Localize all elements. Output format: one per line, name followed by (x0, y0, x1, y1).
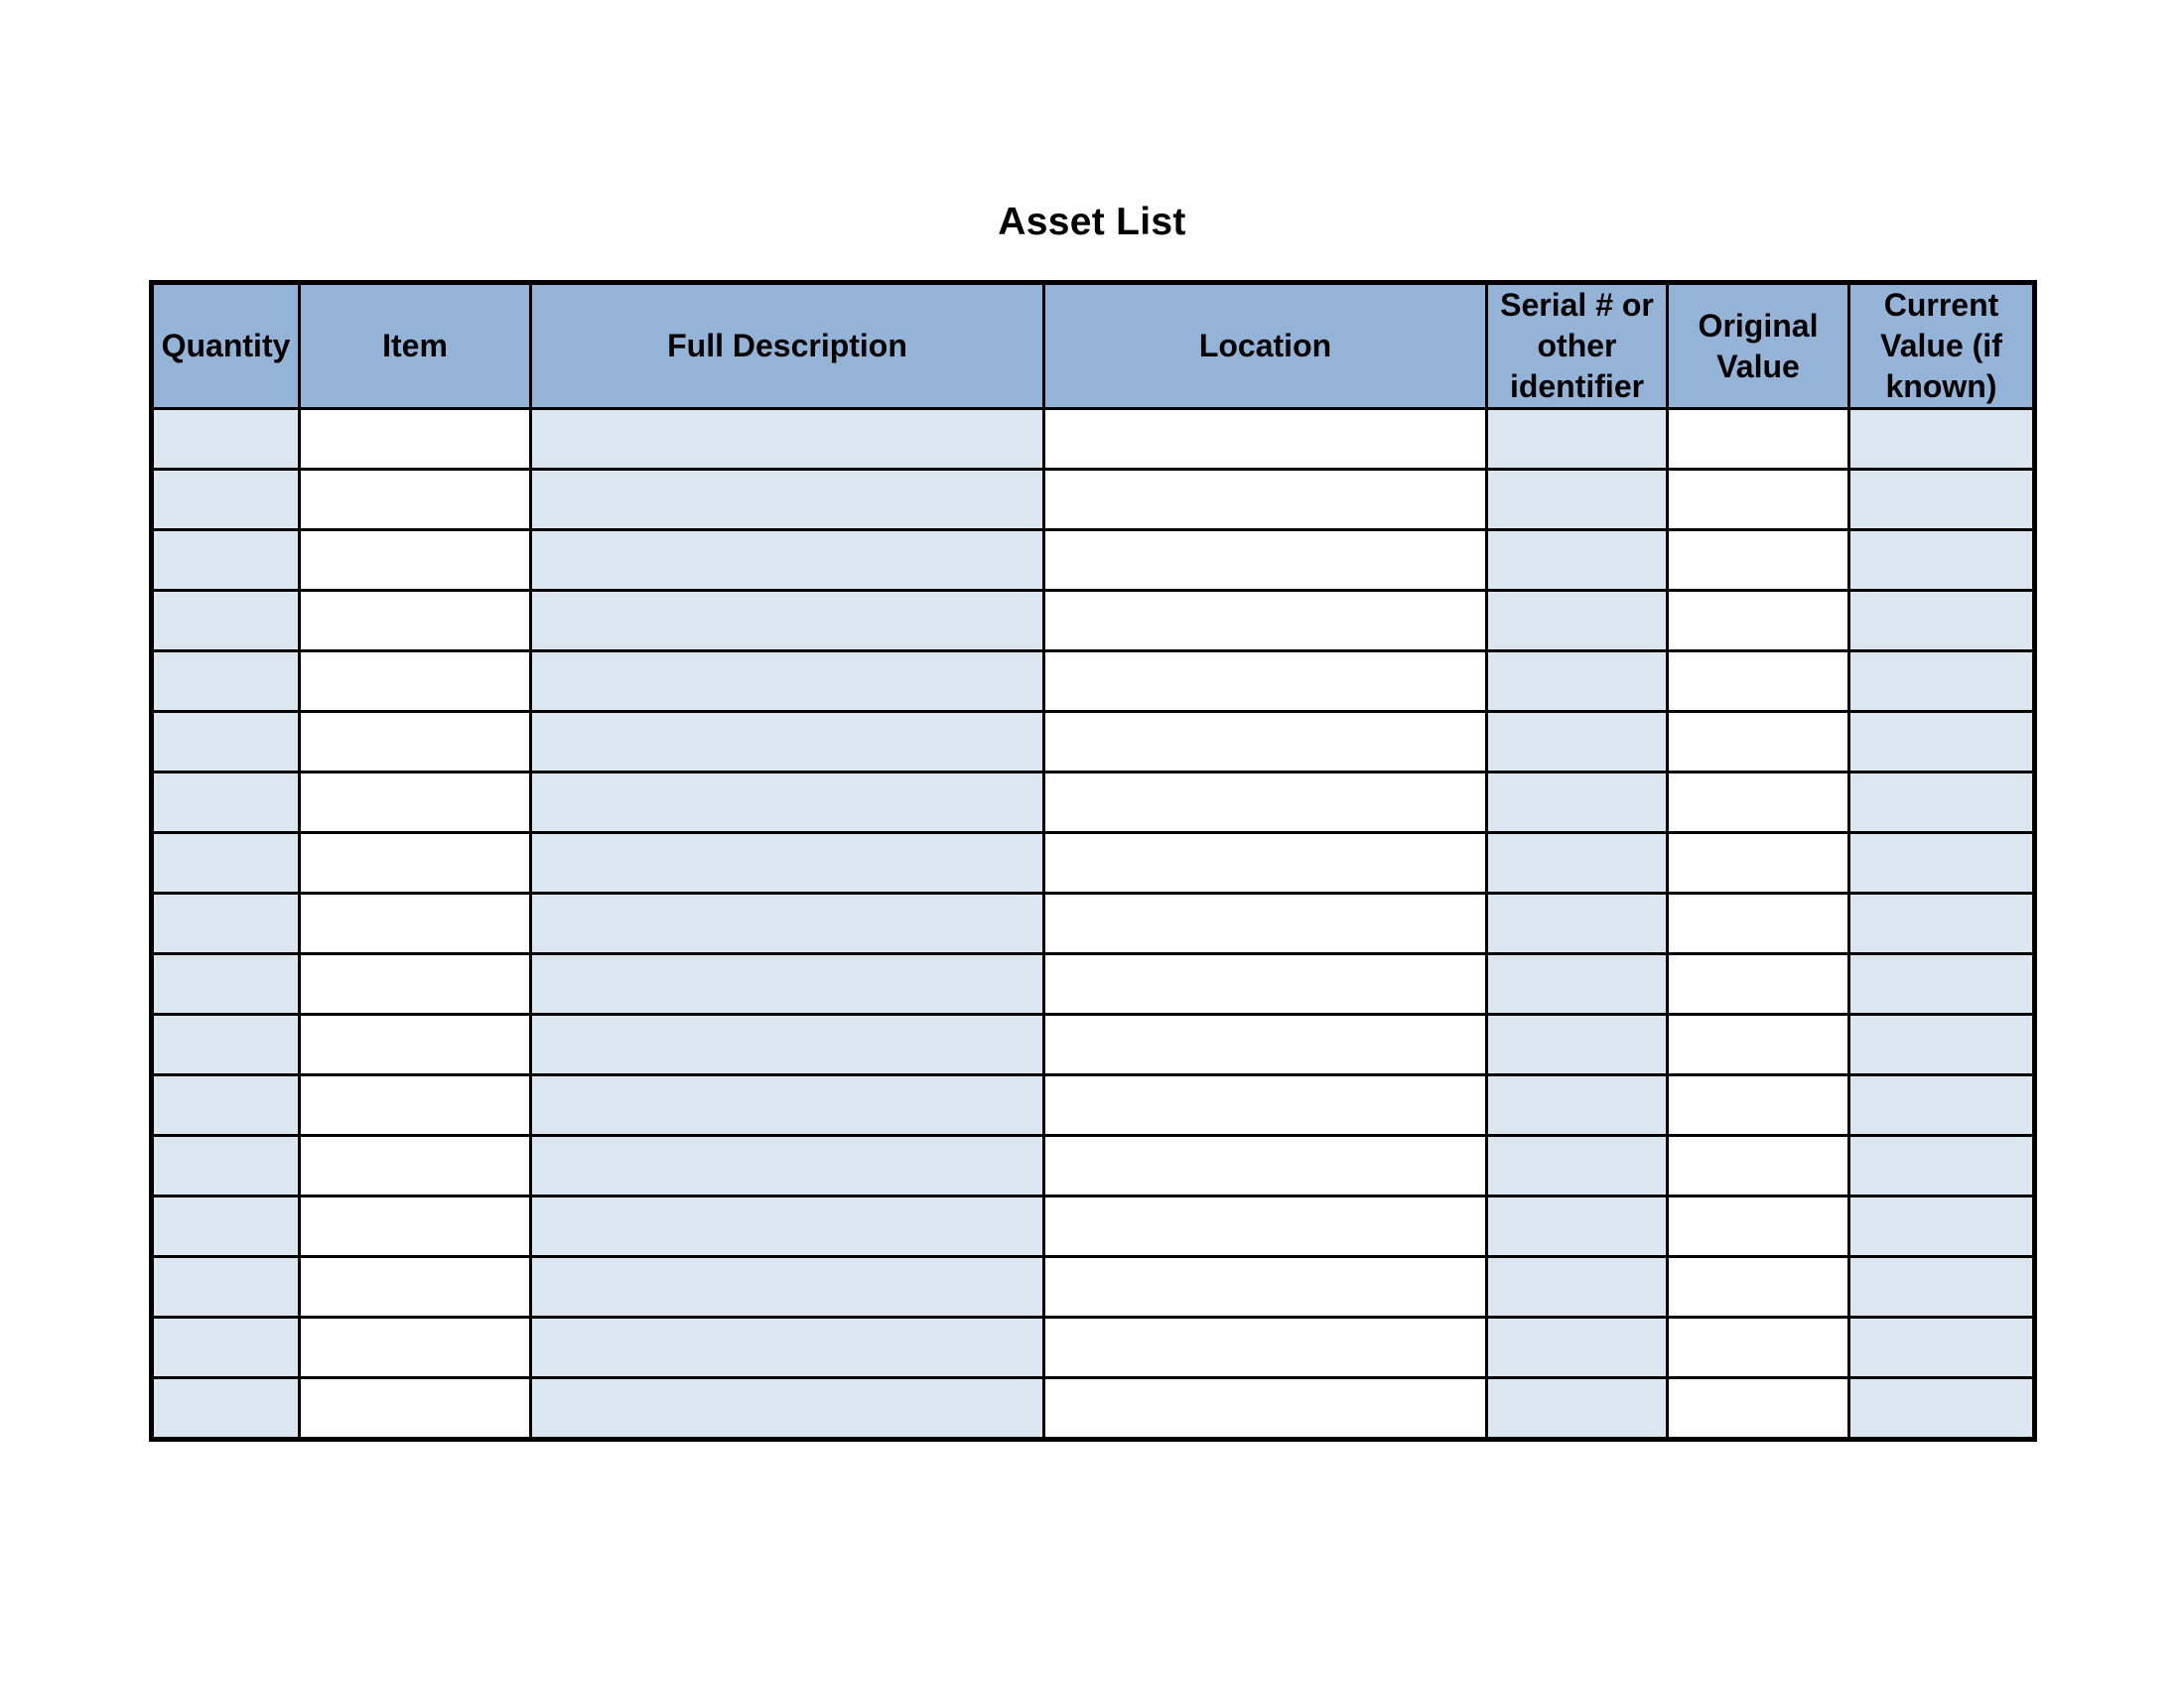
table-row (152, 1257, 2035, 1318)
cell-serial[interactable] (1487, 773, 1668, 833)
cell-original-value[interactable] (1668, 409, 1849, 470)
cell-serial[interactable] (1487, 1196, 1668, 1257)
cell-original-value[interactable] (1668, 833, 1849, 894)
cell-original-value[interactable] (1668, 1318, 1849, 1378)
table-row (152, 530, 2035, 591)
cell-quantity[interactable] (152, 1015, 300, 1075)
cell-location[interactable] (1044, 1257, 1487, 1318)
cell-serial[interactable] (1487, 712, 1668, 773)
cell-current-value[interactable] (1849, 651, 2035, 712)
cell-serial[interactable] (1487, 1015, 1668, 1075)
cell-serial[interactable] (1487, 894, 1668, 954)
cell-location[interactable] (1044, 530, 1487, 591)
cell-full-description[interactable] (531, 1075, 1044, 1136)
cell-item[interactable] (300, 1318, 531, 1378)
cell-item[interactable] (300, 1257, 531, 1318)
table-row (152, 712, 2035, 773)
cell-original-value[interactable] (1668, 894, 1849, 954)
cell-original-value[interactable] (1668, 530, 1849, 591)
cell-item[interactable] (300, 1196, 531, 1257)
cell-full-description[interactable] (531, 1257, 1044, 1318)
cell-quantity[interactable] (152, 1318, 300, 1378)
cell-original-value[interactable] (1668, 1075, 1849, 1136)
cell-full-description[interactable] (531, 773, 1044, 833)
cell-current-value[interactable] (1849, 833, 2035, 894)
cell-location[interactable] (1044, 1075, 1487, 1136)
table-row (152, 651, 2035, 712)
cell-quantity[interactable] (152, 1378, 300, 1440)
cell-serial[interactable] (1487, 1075, 1668, 1136)
cell-location[interactable] (1044, 1136, 1487, 1196)
cell-current-value[interactable] (1849, 712, 2035, 773)
cell-full-description[interactable] (531, 1015, 1044, 1075)
cell-current-value[interactable] (1849, 1075, 2035, 1136)
cell-item[interactable] (300, 651, 531, 712)
cell-current-value[interactable] (1849, 1136, 2035, 1196)
table-row (152, 1196, 2035, 1257)
table-row (152, 1378, 2035, 1440)
cell-quantity[interactable] (152, 1136, 300, 1196)
cell-location[interactable] (1044, 954, 1487, 1015)
cell-current-value[interactable] (1849, 1318, 2035, 1378)
cell-full-description[interactable] (531, 833, 1044, 894)
table-body (152, 409, 2035, 1440)
cell-full-description[interactable] (531, 894, 1044, 954)
cell-original-value[interactable] (1668, 591, 1849, 651)
cell-item[interactable] (300, 712, 531, 773)
cell-full-description[interactable] (531, 470, 1044, 530)
cell-current-value[interactable] (1849, 773, 2035, 833)
cell-full-description[interactable] (531, 1378, 1044, 1440)
cell-location[interactable] (1044, 1378, 1487, 1440)
cell-serial[interactable] (1487, 470, 1668, 530)
cell-quantity[interactable] (152, 1075, 300, 1136)
cell-full-description[interactable] (531, 651, 1044, 712)
column-header-quantity: Quantity (152, 283, 300, 409)
cell-original-value[interactable] (1668, 954, 1849, 1015)
cell-full-description[interactable] (531, 591, 1044, 651)
cell-item[interactable] (300, 1378, 531, 1440)
column-header-original-value: Original Value (1668, 283, 1849, 409)
cell-location[interactable] (1044, 1318, 1487, 1378)
cell-location[interactable] (1044, 409, 1487, 470)
table-row (152, 1015, 2035, 1075)
cell-item[interactable] (300, 1015, 531, 1075)
cell-serial[interactable] (1487, 591, 1668, 651)
cell-full-description[interactable] (531, 409, 1044, 470)
cell-quantity[interactable] (152, 712, 300, 773)
table-row (152, 409, 2035, 470)
cell-serial[interactable] (1487, 1378, 1668, 1440)
cell-location[interactable] (1044, 651, 1487, 712)
cell-original-value[interactable] (1668, 1196, 1849, 1257)
cell-full-description[interactable] (531, 530, 1044, 591)
cell-original-value[interactable] (1668, 1378, 1849, 1440)
cell-item[interactable] (300, 833, 531, 894)
cell-location[interactable] (1044, 470, 1487, 530)
cell-full-description[interactable] (531, 1318, 1044, 1378)
cell-full-description[interactable] (531, 954, 1044, 1015)
cell-item[interactable] (300, 1075, 531, 1136)
cell-item[interactable] (300, 894, 531, 954)
table-row (152, 773, 2035, 833)
cell-original-value[interactable] (1668, 1257, 1849, 1318)
table-row (152, 894, 2035, 954)
table-row (152, 1318, 2035, 1378)
cell-current-value[interactable] (1849, 470, 2035, 530)
header-row (152, 283, 2035, 409)
cell-serial[interactable] (1487, 651, 1668, 712)
cell-serial[interactable] (1487, 530, 1668, 591)
cell-quantity[interactable] (152, 409, 300, 470)
cell-item[interactable] (300, 1136, 531, 1196)
cell-quantity[interactable] (152, 894, 300, 954)
cell-quantity[interactable] (152, 833, 300, 894)
table-row (152, 470, 2035, 530)
cell-full-description[interactable] (531, 1196, 1044, 1257)
cell-location[interactable] (1044, 1196, 1487, 1257)
cell-quantity[interactable] (152, 1257, 300, 1318)
cell-current-value[interactable] (1849, 1196, 2035, 1257)
cell-serial[interactable] (1487, 833, 1668, 894)
cell-serial[interactable] (1487, 1136, 1668, 1196)
cell-quantity[interactable] (152, 470, 300, 530)
table-row (152, 1075, 2035, 1136)
column-header-current-value: Current Value (if known) (1849, 283, 2035, 409)
cell-location[interactable] (1044, 1015, 1487, 1075)
column-header-serial: Serial # or other identifier (1487, 283, 1668, 409)
cell-quantity[interactable] (152, 1196, 300, 1257)
cell-original-value[interactable] (1668, 773, 1849, 833)
cell-original-value[interactable] (1668, 470, 1849, 530)
asset-table (149, 280, 2037, 1442)
cell-current-value[interactable] (1849, 1015, 2035, 1075)
cell-current-value[interactable] (1849, 894, 2035, 954)
cell-original-value[interactable] (1668, 712, 1849, 773)
cell-quantity[interactable] (152, 530, 300, 591)
cell-quantity[interactable] (152, 773, 300, 833)
page-title: Asset List (998, 201, 1186, 243)
table-row (152, 954, 2035, 1015)
cell-quantity[interactable] (152, 954, 300, 1015)
cell-item[interactable] (300, 530, 531, 591)
cell-item[interactable] (300, 591, 531, 651)
cell-current-value[interactable] (1849, 530, 2035, 591)
cell-original-value[interactable] (1668, 1015, 1849, 1075)
cell-serial[interactable] (1487, 1257, 1668, 1318)
cell-item[interactable] (300, 954, 531, 1015)
cell-item[interactable] (300, 409, 531, 470)
cell-location[interactable] (1044, 833, 1487, 894)
table-row (152, 1136, 2035, 1196)
column-header-item: Item (300, 283, 531, 409)
cell-location[interactable] (1044, 591, 1487, 651)
cell-full-description[interactable] (531, 712, 1044, 773)
cell-current-value[interactable] (1849, 954, 2035, 1015)
cell-original-value[interactable] (1668, 1136, 1849, 1196)
cell-quantity[interactable] (152, 591, 300, 651)
cell-current-value[interactable] (1849, 1257, 2035, 1318)
cell-quantity[interactable] (152, 651, 300, 712)
cell-current-value[interactable] (1849, 1378, 2035, 1440)
cell-serial[interactable] (1487, 409, 1668, 470)
column-header-full-description: Full Description (531, 283, 1044, 409)
cell-location[interactable] (1044, 712, 1487, 773)
cell-item[interactable] (300, 470, 531, 530)
table-row (152, 591, 2035, 651)
cell-full-description[interactable] (531, 1136, 1044, 1196)
cell-item[interactable] (300, 773, 531, 833)
cell-location[interactable] (1044, 773, 1487, 833)
table-row (152, 833, 2035, 894)
cell-current-value[interactable] (1849, 591, 2035, 651)
column-header-location: Location (1044, 283, 1487, 409)
cell-serial[interactable] (1487, 1318, 1668, 1378)
cell-original-value[interactable] (1668, 651, 1849, 712)
cell-location[interactable] (1044, 894, 1487, 954)
cell-current-value[interactable] (1849, 409, 2035, 470)
cell-serial[interactable] (1487, 954, 1668, 1015)
